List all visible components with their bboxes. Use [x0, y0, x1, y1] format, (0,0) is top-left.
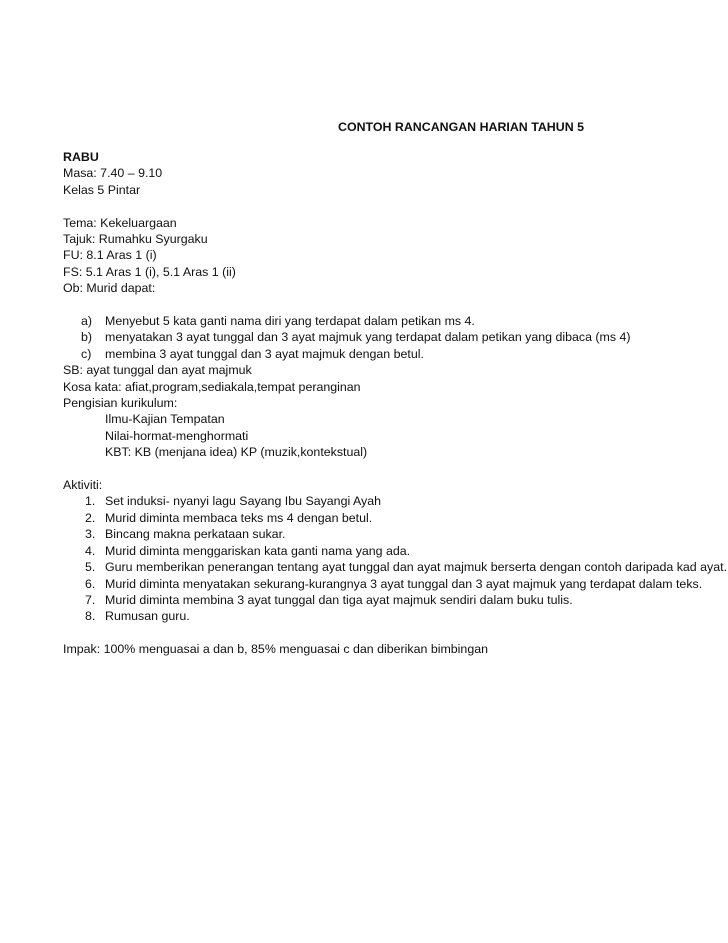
day-label: RABU [63, 150, 99, 164]
list-marker: 7. [85, 592, 96, 607]
impak-line: Impak: 100% menguasai a dan b, 85% menguasai c dan diberikan bimbingan [63, 642, 488, 657]
class-line: Kelas 5 Pintar [63, 182, 141, 197]
list-item-text: Rumusan guru. [105, 609, 190, 624]
list-marker: a) [81, 314, 93, 329]
list-item [63, 313, 728, 329]
fu-line: FU: 8.1 Aras 1 (i) [63, 248, 157, 263]
document-title: CONTOH RANCANGAN HARIAN TAHUN 5 [338, 120, 584, 134]
aktiviti-list [63, 493, 728, 624]
list-item [63, 559, 728, 575]
pengisian-item: Nilai-hormat-menghormati [105, 428, 249, 443]
tema-line: Tema: Kekeluargaan [63, 215, 177, 230]
list-item [63, 608, 728, 624]
list-marker: 8. [85, 609, 96, 624]
list-item [63, 543, 728, 559]
objectives-list [63, 313, 728, 362]
list-marker: 6. [85, 576, 96, 591]
pengisian-item: KBT: KB (menjana idea) KP (muzik,kontekstual) [105, 445, 368, 460]
sb-line: SB: ayat tunggal dan ayat majmuk [63, 363, 252, 378]
list-item [63, 510, 728, 526]
list-item-text: Guru memberikan penerangan tentang ayat tunggal dan ayat majmuk berserta dengan contoh daripada kad ayat. [105, 560, 728, 575]
kosa-kata-line: Kosa kata: afiat,program,sediakala,tempat peranginan [63, 379, 361, 394]
pengisian-label: Pengisian kurikulum: [63, 396, 178, 411]
fs-line: FS: 5.1 Aras 1 (i), 5.1 Aras 1 (ii) [63, 264, 236, 279]
list-item [63, 576, 728, 592]
list-item-text: membina 3 ayat tunggal dan 3 ayat majmuk dengan betul. [105, 346, 424, 361]
pengisian-item: Ilmu-Kajian Tempatan [105, 412, 225, 427]
list-marker: 4. [85, 543, 96, 558]
list-marker: b) [81, 330, 93, 345]
list-marker: 1. [85, 494, 96, 509]
list-item-text: Murid diminta membaca teks ms 4 dengan betul. [105, 510, 373, 525]
list-item [63, 346, 728, 362]
list-marker: 2. [85, 510, 96, 525]
tajuk-line: Tajuk: Rumahku Syurgaku [63, 232, 208, 247]
list-item [63, 526, 728, 542]
aktiviti-label: Aktiviti: [63, 478, 103, 493]
list-marker: c) [81, 346, 92, 361]
list-marker: 3. [85, 527, 96, 542]
list-item-text: menyatakan 3 ayat tunggal dan 3 ayat majmuk yang terdapat dalam petikan yang dibaca (ms 4) [105, 330, 631, 345]
list-marker: 5. [85, 560, 96, 575]
list-item-text: Murid diminta menggariskan kata ganti nama yang ada. [105, 543, 411, 558]
list-item [63, 493, 728, 509]
list-item-text: Menyebut 5 kata ganti nama diri yang terdapat dalam petikan ms 4. [105, 314, 475, 329]
list-item-text: Set induksi- nyanyi lagu Sayang Ibu Sayangi Ayah [105, 494, 381, 509]
list-item-text: Bincang makna perkataan sukar. [105, 527, 286, 542]
list-item-text: Murid diminta membina 3 ayat tunggal dan tiga ayat majmuk sendiri dalam buku tulis. [105, 592, 573, 607]
list-item-text: Murid diminta menyatakan sekurang-kurangnya 3 ayat tunggal dan 3 ayat majmuk yang terdapat dalam teks. [105, 576, 703, 591]
list-item [63, 329, 728, 345]
list-item [63, 592, 728, 608]
ob-line: Ob: Murid dapat: [63, 281, 156, 296]
document-body [63, 119, 728, 658]
time-line: Masa: 7.40 – 9.10 [63, 166, 163, 181]
